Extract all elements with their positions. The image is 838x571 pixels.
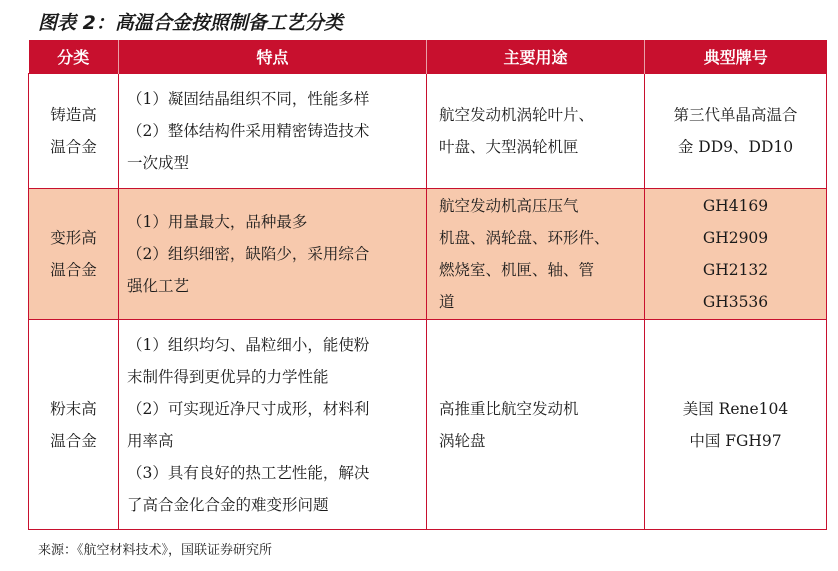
use-line: 航空发动机高压压气 [439, 197, 579, 215]
grade-line: GH3536 [702, 293, 769, 311]
table-row [29, 74, 827, 189]
use-line: 叶盘、大型涡轮机匣 [439, 138, 579, 156]
category-line: 温合金 [50, 138, 97, 156]
category-cell [29, 189, 119, 320]
header-grades: 典型牌号 [645, 40, 827, 74]
classification-table [28, 40, 827, 530]
feature-line: （2）整体结构件采用精密铸造技术 [127, 122, 370, 140]
category-line: 变形高 [50, 229, 97, 247]
table-header-row [29, 40, 827, 74]
grades-cell [645, 74, 827, 189]
feature-line: 用率高 [127, 431, 174, 450]
feature-line: 末制件得到更优异的力学性能 [127, 367, 329, 386]
uses-cell [427, 189, 645, 320]
feature-line: 一次成型 [127, 154, 190, 172]
features-cell [119, 320, 427, 530]
use-line: 道 [439, 293, 455, 311]
header-category: 分类 [29, 40, 119, 74]
grade-line: 第三代单晶高温合 [673, 106, 798, 124]
feature-line: （3）具有良好的热工艺性能，解决 [127, 463, 370, 482]
feature-line: 了高合金化合金的难变形问题 [127, 495, 329, 514]
source-note: 来源：《航空材料技术》，国联证券研究所 [38, 543, 273, 558]
grades-cell [645, 320, 827, 530]
table-row [29, 189, 827, 320]
feature-line: （2）可实现近净尺寸成形，材料利 [127, 399, 370, 418]
feature-line: （1）凝固结晶组织不同，性能多样 [127, 90, 370, 108]
feature-line: 强化工艺 [127, 277, 190, 295]
use-line: 涡轮盘 [439, 431, 486, 450]
grade-line: GH2132 [702, 261, 769, 279]
uses-cell [427, 74, 645, 189]
grades-cell [645, 189, 827, 320]
grade-line: 美国 Rene104 [682, 399, 789, 418]
grade-line: GH2909 [702, 229, 769, 247]
category-line: 温合金 [50, 261, 97, 279]
table-row [29, 320, 827, 530]
feature-line: （2）组织细密，缺陷少，采用综合 [127, 245, 370, 263]
uses-cell [427, 320, 645, 530]
use-line: 机盘、涡轮盘、环形件、 [439, 229, 610, 247]
grade-line: GH4169 [702, 197, 769, 215]
feature-line: （1）组织均匀、晶粒细小，能使粉 [127, 335, 370, 354]
header-uses: 主要用途 [427, 40, 645, 74]
category-line: 粉末高 [50, 399, 97, 418]
features-cell [119, 189, 427, 320]
use-line: 航空发动机涡轮叶片、 [439, 106, 595, 124]
figure-title: 图表 2：高温合金按照制备工艺分类 [38, 12, 343, 34]
category-cell [29, 74, 119, 189]
features-cell [119, 74, 427, 189]
category-cell [29, 320, 119, 530]
use-line: 燃烧室、机匣、轴、管 [439, 261, 595, 279]
category-line: 铸造高 [50, 106, 97, 124]
feature-line: （1）用量最大，品种最多 [127, 213, 308, 231]
category-line: 温合金 [50, 431, 97, 450]
header-features: 特点 [119, 40, 427, 74]
grade-line: 中国 FGH97 [689, 431, 782, 450]
grade-line: 金 DD9、DD10 [677, 138, 794, 156]
use-line: 高推重比航空发动机 [439, 399, 579, 418]
